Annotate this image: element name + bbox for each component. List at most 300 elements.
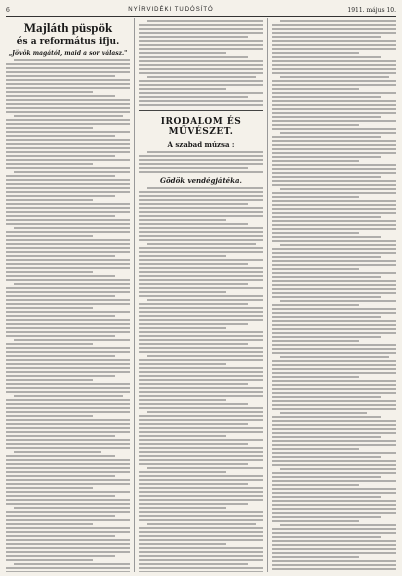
text-line <box>6 511 130 513</box>
column-1 <box>6 18 130 572</box>
headline-main: Majláth püspök <box>23 20 113 35</box>
text-line <box>272 156 381 158</box>
text-line <box>272 432 396 434</box>
text-line <box>139 279 263 281</box>
text-line <box>272 288 396 290</box>
text-line <box>280 524 396 526</box>
text-line <box>272 464 396 466</box>
text-line <box>6 175 115 177</box>
text-line <box>272 420 396 422</box>
text-line <box>6 539 130 541</box>
text-line <box>272 452 396 454</box>
newspaper-title: NYÍRVIDÉKI TUDÓSÍTÓ <box>128 7 214 13</box>
text-line <box>6 239 130 241</box>
text-line <box>272 520 359 522</box>
text-line <box>272 532 396 534</box>
text-line <box>6 231 130 233</box>
text-line <box>139 399 226 401</box>
text-line <box>272 84 396 86</box>
text-line <box>272 224 396 226</box>
text-line <box>6 491 130 493</box>
text-line <box>6 195 115 197</box>
text-line <box>272 196 359 198</box>
text-line <box>139 363 226 365</box>
text-line <box>272 264 396 266</box>
text-line <box>6 259 130 261</box>
text-line <box>14 563 130 565</box>
issue-date: 1911. május 10. <box>347 6 396 14</box>
text-line <box>6 191 130 193</box>
text-line <box>272 488 396 490</box>
text-line <box>139 515 263 517</box>
text-line <box>6 375 115 377</box>
text-line <box>139 395 263 397</box>
text-line <box>139 555 263 557</box>
text-line <box>139 203 248 205</box>
text-line <box>139 479 263 481</box>
text-line <box>6 351 130 353</box>
text-line <box>139 491 263 493</box>
text-line <box>6 571 130 572</box>
text-line <box>272 252 396 254</box>
text-line <box>6 295 115 297</box>
text-line <box>139 371 263 373</box>
text-line <box>6 95 115 97</box>
text-line <box>272 164 396 166</box>
article-body-bottom <box>139 187 263 572</box>
text-line <box>272 112 396 114</box>
text-line <box>272 316 381 318</box>
text-line <box>139 503 248 505</box>
text-line <box>14 507 130 509</box>
text-line <box>6 467 130 469</box>
text-line <box>272 444 396 446</box>
text-line <box>272 232 359 234</box>
text-line <box>147 355 263 357</box>
text-line <box>6 107 130 109</box>
text-line <box>6 495 115 497</box>
text-line <box>139 407 263 409</box>
text-line <box>6 75 115 77</box>
text-line <box>139 483 248 485</box>
text-line <box>272 292 396 294</box>
text-line <box>272 48 396 50</box>
text-line <box>272 392 396 394</box>
text-line <box>6 67 130 69</box>
text-line <box>139 487 263 489</box>
text-line <box>6 459 130 461</box>
text-line <box>272 180 396 182</box>
text-line <box>272 248 396 250</box>
text-line <box>6 347 130 349</box>
text-line <box>272 152 396 154</box>
text-line <box>6 267 130 269</box>
text-line <box>139 259 263 261</box>
text-line <box>6 555 115 557</box>
text-line <box>6 519 130 521</box>
text-line <box>272 268 359 270</box>
text-line <box>139 64 263 66</box>
text-line <box>280 188 396 190</box>
text-line <box>272 448 359 450</box>
text-line <box>6 475 115 477</box>
text-line <box>280 356 389 358</box>
text-line <box>272 376 359 378</box>
text-line <box>6 99 130 101</box>
text-line <box>272 92 396 94</box>
text-line <box>272 192 396 194</box>
text-line <box>139 447 263 449</box>
text-line <box>6 147 130 149</box>
text-line <box>272 492 396 494</box>
text-line <box>272 24 396 26</box>
text-line <box>6 291 130 293</box>
text-line <box>139 235 263 237</box>
article-intro <box>139 151 263 173</box>
text-line <box>14 339 130 341</box>
text-line <box>272 436 381 438</box>
text-line <box>6 83 130 85</box>
text-line <box>6 423 130 425</box>
text-line <box>139 543 226 545</box>
text-line <box>6 307 93 309</box>
text-line <box>272 144 396 146</box>
text-line <box>272 36 381 38</box>
text-line <box>272 460 396 462</box>
text-line <box>139 32 263 34</box>
text-line <box>6 407 130 409</box>
text-line <box>272 88 359 90</box>
text-line <box>6 131 130 133</box>
text-line <box>139 359 263 361</box>
text-line <box>139 167 248 169</box>
text-line <box>6 383 130 385</box>
text-line <box>272 52 359 54</box>
text-line <box>280 412 367 414</box>
text-line <box>272 240 396 242</box>
text-line <box>139 563 248 565</box>
section-title: IRODALOM ÉS MŰVÉSZET. <box>160 117 242 137</box>
text-line <box>139 92 263 94</box>
text-line <box>6 199 93 201</box>
text-line <box>6 463 130 465</box>
text-line <box>272 116 381 118</box>
text-line <box>272 472 396 474</box>
text-line <box>139 511 263 513</box>
text-line <box>6 399 130 401</box>
text-line <box>272 148 396 150</box>
text-line <box>6 215 115 217</box>
text-line <box>272 456 381 458</box>
subsection-title: A szabad múzsa : <box>167 140 235 149</box>
text-line <box>139 571 263 572</box>
columns <box>6 18 396 572</box>
text-line <box>280 76 389 78</box>
text-line <box>280 244 396 246</box>
article-body <box>272 20 396 572</box>
text-line <box>6 183 130 185</box>
text-line <box>139 291 226 293</box>
text-line <box>6 63 130 65</box>
text-line <box>139 307 263 309</box>
text-line <box>6 443 130 445</box>
text-line <box>272 28 396 30</box>
text-line <box>280 300 396 302</box>
text-line <box>6 379 93 381</box>
text-line <box>147 243 256 245</box>
text-line <box>6 247 130 249</box>
text-line <box>272 552 396 554</box>
text-line <box>139 539 263 541</box>
text-line <box>6 547 130 549</box>
text-line <box>280 20 396 22</box>
text-line <box>139 207 263 209</box>
text-line <box>272 476 381 478</box>
text-line <box>6 275 115 277</box>
text-line <box>139 471 226 473</box>
text-line <box>6 87 130 89</box>
text-line <box>6 143 130 145</box>
text-line <box>272 484 359 486</box>
text-line <box>272 372 396 374</box>
text-line <box>272 560 396 562</box>
text-line <box>272 80 396 82</box>
text-line <box>6 411 130 413</box>
text-line <box>272 312 396 314</box>
text-line <box>6 403 130 405</box>
text-line <box>139 247 263 249</box>
text-line <box>139 311 263 313</box>
text-line <box>6 435 115 437</box>
text-line <box>6 487 93 489</box>
text-line <box>6 223 130 225</box>
text-line <box>6 119 130 121</box>
text-line <box>139 499 263 501</box>
text-line <box>6 527 130 529</box>
text-line <box>139 431 263 433</box>
text-line <box>139 403 248 405</box>
text-line <box>139 239 263 241</box>
text-line <box>139 199 263 201</box>
text-line <box>139 171 263 173</box>
text-line <box>139 443 248 445</box>
article-body-top <box>139 20 263 106</box>
text-line <box>6 391 130 393</box>
text-line <box>6 439 130 441</box>
text-line <box>139 451 263 453</box>
text-line <box>14 227 130 229</box>
text-line <box>139 287 263 289</box>
text-line <box>6 211 130 213</box>
text-line <box>139 231 263 233</box>
text-line <box>6 243 130 245</box>
text-line <box>14 395 123 397</box>
text-line <box>6 523 93 525</box>
text-line <box>272 124 359 126</box>
text-line <box>272 348 396 350</box>
text-line <box>272 540 396 542</box>
text-line <box>272 304 359 306</box>
text-line <box>6 91 93 93</box>
text-line <box>272 544 396 546</box>
text-line <box>139 455 263 457</box>
text-line <box>139 36 248 38</box>
text-line <box>272 508 396 510</box>
text-line <box>6 79 130 81</box>
text-line <box>6 103 130 105</box>
text-line <box>272 496 381 498</box>
text-line <box>147 299 263 301</box>
text-line <box>139 104 263 106</box>
text-line <box>139 215 263 217</box>
text-line <box>6 299 130 301</box>
text-line <box>6 255 115 257</box>
text-line <box>272 380 396 382</box>
text-line <box>6 363 130 365</box>
text-line <box>139 435 226 437</box>
text-line <box>272 40 396 42</box>
text-line <box>139 375 263 377</box>
text-line <box>6 315 115 317</box>
text-line <box>139 519 263 521</box>
text-line <box>147 467 263 469</box>
text-line <box>272 236 381 238</box>
text-line <box>272 140 396 142</box>
text-line <box>139 339 263 341</box>
text-line <box>6 567 130 569</box>
text-line <box>6 179 130 181</box>
text-line <box>139 275 263 277</box>
article-title: Gödök vendégjátéka. <box>160 176 242 185</box>
text-line <box>139 52 226 54</box>
text-line <box>139 195 263 197</box>
text-line <box>139 415 263 417</box>
text-line <box>6 135 115 137</box>
text-line <box>139 255 226 257</box>
text-line <box>272 360 396 362</box>
text-line <box>6 139 130 141</box>
text-line <box>272 128 396 130</box>
text-line <box>272 56 381 58</box>
text-line <box>272 296 381 298</box>
text-line <box>139 56 248 58</box>
text-line <box>272 256 381 258</box>
column-3 <box>267 18 396 572</box>
text-line <box>147 523 256 525</box>
text-line <box>6 447 130 449</box>
text-line <box>272 428 396 430</box>
section-divider <box>139 110 263 111</box>
text-line <box>6 543 130 545</box>
text-line <box>139 383 248 385</box>
text-line <box>272 336 381 338</box>
text-line <box>272 308 396 310</box>
text-line <box>6 127 93 129</box>
text-line <box>6 415 93 417</box>
text-line <box>6 551 130 553</box>
text-line <box>272 160 359 162</box>
text-line <box>147 76 256 78</box>
text-line <box>139 419 263 421</box>
text-line <box>14 115 123 117</box>
text-line <box>139 535 263 537</box>
text-line <box>6 343 93 345</box>
text-line <box>139 219 226 221</box>
text-line <box>272 200 396 202</box>
text-line <box>272 184 396 186</box>
text-line <box>139 323 248 325</box>
text-line <box>6 319 130 321</box>
text-line <box>272 384 396 386</box>
text-line <box>6 287 130 289</box>
text-line <box>139 463 248 465</box>
text-line <box>272 104 396 106</box>
text-line <box>272 504 396 506</box>
text-line <box>139 387 263 389</box>
text-line <box>139 155 263 157</box>
text-line <box>272 172 396 174</box>
text-line <box>139 271 263 273</box>
text-line <box>139 303 248 305</box>
text-line <box>272 396 381 398</box>
text-line <box>139 267 263 269</box>
text-line <box>6 303 130 305</box>
text-line <box>139 227 263 229</box>
text-line <box>6 559 93 561</box>
text-line <box>139 347 263 349</box>
text-line <box>272 260 396 262</box>
text-line <box>272 440 396 442</box>
text-line <box>272 168 396 170</box>
text-line <box>139 28 263 30</box>
text-line <box>139 283 248 285</box>
text-line <box>139 191 263 193</box>
text-line <box>6 355 115 357</box>
text-line <box>280 132 396 134</box>
text-line <box>272 344 396 346</box>
text-line <box>272 408 396 410</box>
text-line <box>139 96 248 98</box>
text-line <box>139 100 263 102</box>
text-line <box>139 551 263 553</box>
text-line <box>6 163 93 165</box>
text-line <box>147 411 263 413</box>
text-line <box>6 371 130 373</box>
text-line <box>272 216 381 218</box>
text-line <box>272 548 396 550</box>
text-line <box>272 68 396 70</box>
text-line <box>139 331 263 333</box>
text-line <box>272 516 381 518</box>
text-line <box>272 212 396 214</box>
text-line <box>272 332 396 334</box>
text-line <box>6 483 130 485</box>
text-line <box>272 424 396 426</box>
text-line <box>6 207 130 209</box>
text-line <box>272 204 396 206</box>
text-line <box>272 228 396 230</box>
text-line <box>6 203 130 205</box>
text-line <box>272 388 396 390</box>
text-line <box>139 459 263 461</box>
text-line <box>6 531 130 533</box>
text-line <box>139 327 226 329</box>
text-line <box>6 271 93 273</box>
headline-secondary: és a református ifju. <box>16 37 120 47</box>
text-line <box>139 163 263 165</box>
text-line <box>272 352 396 354</box>
text-line <box>139 343 248 345</box>
